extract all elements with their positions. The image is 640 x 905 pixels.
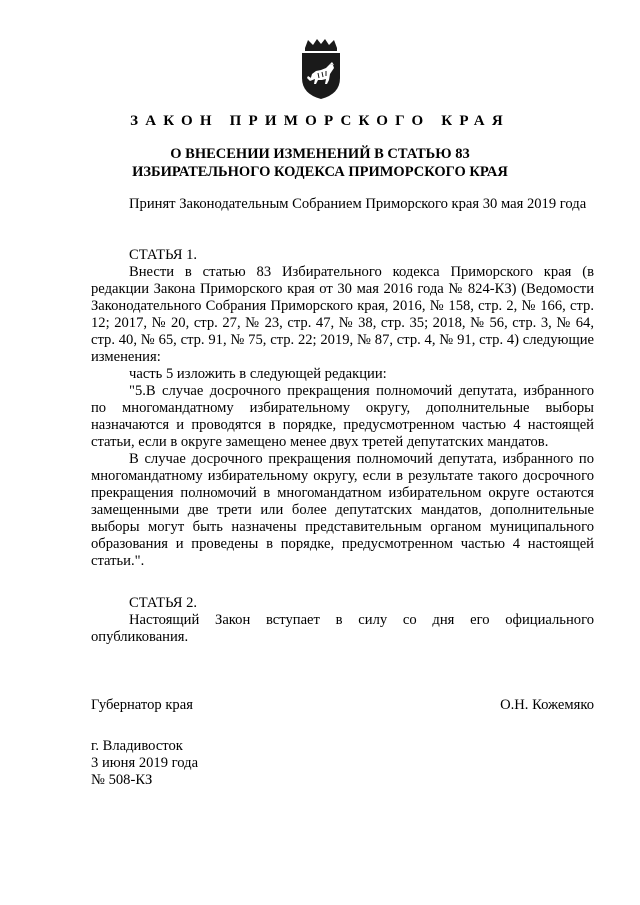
adoption-text: Принят Законодательным Собранием Приморского края 30 мая 2019 года (129, 196, 587, 212)
footer-number: № 508-КЗ (91, 772, 153, 788)
coat-of-arms-icon (299, 38, 343, 100)
law-subtitle-line-2: ИЗБИРАТЕЛЬНОГО КОДЕКСА ПРИМОРСКОГО КРАЯ (132, 164, 508, 180)
footer-date: 3 июня 2019 года (91, 755, 199, 771)
article-1-quote-paragraph-1: "5.В случае досрочного прекращения полномочий депутата, избранного по многомандатному избирательному округу, дополнительные выборы назначаются и проводятся в порядке, предусмотренном частью 4 настоящей статьи, если в округе замещено менее двух третей депутатских мандатов. (91, 383, 594, 450)
adoption-block (91, 196, 594, 213)
signatory-name: О.Н. Кожемяко (500, 697, 594, 713)
article-2-heading: СТАТЬЯ 2. (129, 595, 198, 611)
article-1 (91, 247, 594, 570)
law-subtitle-line-1: О ВНЕСЕНИИ ИЗМЕНЕНИЙ В СТАТЬЮ 83 (170, 146, 470, 162)
article-1-heading: СТАТЬЯ 1. (129, 247, 198, 263)
article-1-instruction: часть 5 изложить в следующей редакции: (129, 366, 387, 382)
law-subtitle (0, 145, 640, 181)
footer-city: г. Владивосток (91, 738, 183, 754)
signatory-position: Губернатор края (91, 697, 193, 713)
law-title: ЗАКОН ПРИМОРСКОГО КРАЯ (130, 113, 510, 129)
article-2 (91, 595, 594, 646)
article-1-quote-paragraph-2: В случае досрочного прекращения полномочий депутата, избранного по многомандатному избирательному округу, если в результате такого досрочного прекращения полномочий в многомандатном избирательном округе остаются замещенными две трети или более депутатских мандатов, дополнительные выборы могут быть назначены представительным органом муниципального образования и проведены в порядке, предусмотренном частью 4 настоящей статьи.". (91, 451, 594, 569)
article-2-text: Настоящий Закон вступает в силу со дня его официального опубликования. (91, 612, 594, 645)
article-1-intro: Внести в статью 83 Избирательного кодекса Приморского края (в редакции Закона Приморского края от 30 мая 2016 года № 824-КЗ) (Ведомости Законодательного Собрания Приморского края, 2016, № 158, стр. 2, № 166, стр. 12; 2017, № 20, стр. 27, № 23, стр. 47, № 38, стр. 35; 2018, № 56, стр. 3, № 64, стр. 40, № 65, стр. 91, № 75, стр. 22; 2019, № 87, стр. 4, № 91, стр. 4) следующие изменения: (91, 264, 594, 365)
footer-block (91, 738, 594, 789)
signature-block (91, 697, 594, 714)
